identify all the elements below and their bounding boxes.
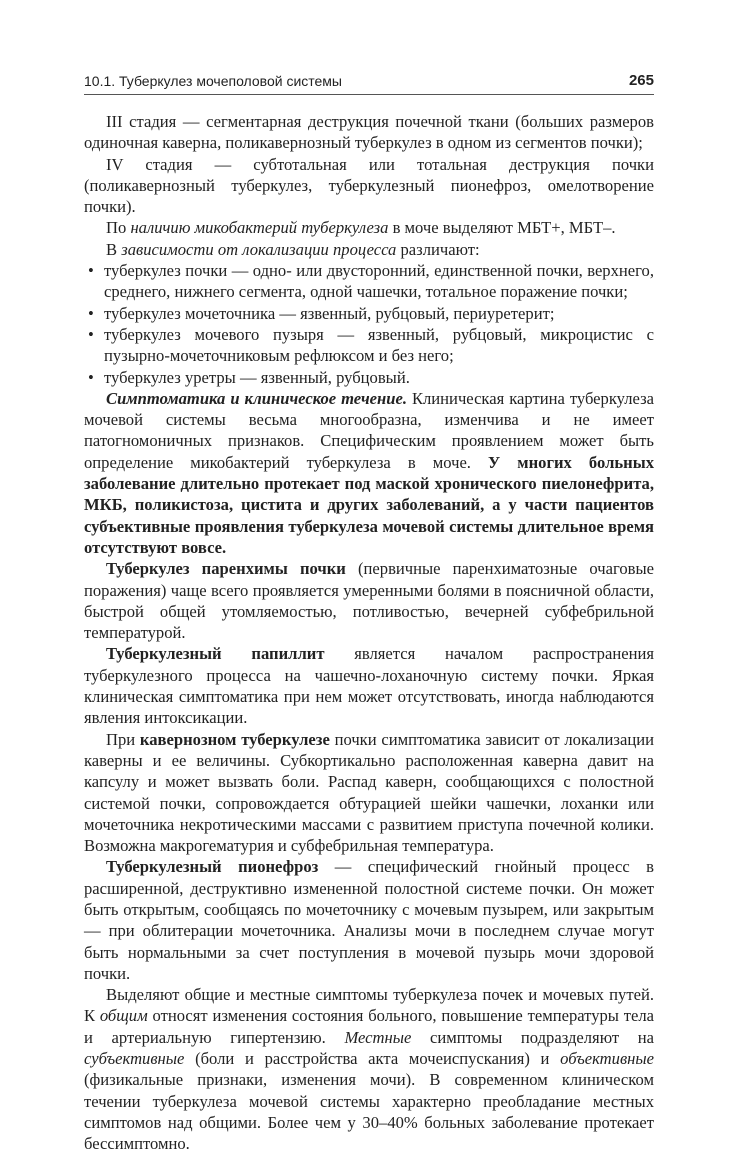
text: При bbox=[106, 729, 140, 749]
text: Выделяют общие и местные симптомы туберкулеза почек и мочевых путей. К bbox=[84, 985, 654, 1026]
list-item: • туберкулез почки — одно- или двусторонний, единственной почки, верхнего, среднего, нижнего сегмента, одной чашечки, тотальное поражение почки; bbox=[88, 260, 654, 303]
paragraph-localization bbox=[84, 239, 654, 260]
list-item: • туберкулез уретры — язвенный, рубцовый. bbox=[88, 367, 654, 388]
text: Клиническая картина туберкулеза мочевой системы весьма многообразна, изменчива и не имеет патогномоничных признаков. Специфическим проявлением может быть определение микобактерий туберкулеза в моче. bbox=[84, 388, 654, 472]
book-page bbox=[84, 72, 654, 1155]
italic-term: Местные bbox=[344, 1027, 412, 1047]
italic-term: субъективные bbox=[84, 1049, 185, 1069]
bold-term: кавернозном туберкулезе bbox=[139, 729, 330, 749]
paragraph-mbt bbox=[84, 217, 654, 238]
running-header bbox=[84, 72, 654, 95]
paragraph-stage-4: IV стадия — субтотальная или тотальная деструкция почки (поликавернозный туберкулез, туберкулезный пионефроз, омелотворение почки). bbox=[84, 154, 654, 217]
paragraph-pyonephrosis bbox=[84, 856, 654, 984]
paragraph-general-local bbox=[84, 984, 654, 1154]
text: (первичные паренхиматозные очаговые поражения) чаще всего проявляется умеренными болями в поясничной области, быстрой общей утомляемостью, потливостью, вечерней субфебрильной температурой. bbox=[84, 559, 654, 643]
italic-term: наличию микобактерий туберкулеза bbox=[130, 218, 389, 238]
text: (боли и расстройства акта мочеиспускания) и bbox=[184, 1049, 561, 1069]
list-item: • туберкулез мочеточника — язвенный, рубцовый, периуретерит; bbox=[88, 303, 654, 324]
paragraph-cavernous bbox=[84, 729, 654, 857]
text: — специфический гнойный процесс в расширенной, деструктивно измененной полостной системе почки. Он может быть открытым, сообщаясь по мочеточнику с мочевым пузырем, или закрытым — при облитерации мочеточника. Анализы мочи в последнем случае могут быть нормальными за счет поступления в мочевой пузырь мочи здоровой почки. bbox=[84, 857, 654, 983]
paragraph-parenchyma bbox=[84, 558, 654, 643]
localization-list bbox=[84, 260, 654, 388]
paragraph-stage-3: III стадия — сегментарная деструкция почечной ткани (больших размеров одиночная каверна, поликавернозный туберкулез в одном из сегментов почки); bbox=[84, 112, 654, 153]
italic-term: объективные bbox=[560, 1049, 654, 1069]
run-in-heading: Симптоматика и клиническое течение. bbox=[106, 388, 407, 408]
text: различают: bbox=[396, 239, 480, 259]
text: В bbox=[106, 239, 122, 259]
text: в моче выделяют МБТ+, МБТ–. bbox=[388, 218, 616, 238]
list-item: • туберкулез мочевого пузыря — язвенный, рубцовый, микроцистис с пузырно-мочеточниковым рефлюксом и без него; bbox=[88, 324, 654, 367]
section-title: 10.1. Туберкулез мочеполовой системы bbox=[84, 73, 342, 89]
bold-text: У многих больных заболевание длительно протекает под маской хронического пиелонефрита, МКБ, поликистоза, цистита и других заболеваний, а у части пациентов субъективные проявления туберкулеза мочевой системы длительное время отсутствуют вовсе. bbox=[84, 452, 654, 557]
text: (физикальные признаки, изменения мочи). В современном клиническом течении туберкулеза мочевой системы характерно преобладание местных симптомов над общими. Более чем у 30–40% больных заболевание протекает бессимптомно. bbox=[84, 1070, 654, 1154]
italic-term: зависимости от локализации процесса bbox=[121, 239, 397, 259]
text: симптомы подразделяют на bbox=[411, 1027, 654, 1047]
text: является началом распространения туберкулезного процесса на чашечно-лоханочную систему почки. Яркая клиническая симптоматика при нем может отсутствовать, иногда наблюдаются явления интоксикации. bbox=[84, 644, 654, 728]
text: почки симптоматика зависит от локализации каверны и ее величины. Субкортикально расположенная каверна давит на капсулу и может вызвать боли. Распад каверн, сообщающихся с полостной системой почки, сопровождается обтурацией шейки чашечки, лоханки или мочеточника некротическими массами с развитием приступа почечной колики. Возможна макрогематурия и субфебрильная температура. bbox=[84, 729, 654, 856]
bold-term: Туберкулез паренхимы почки bbox=[106, 559, 346, 579]
page-body bbox=[84, 111, 654, 1155]
paragraph-symptoms bbox=[84, 388, 654, 558]
page-number: 265 bbox=[628, 72, 654, 89]
text: относят изменения состояния больного, повышение температуры тела и артериальную гипертензию. bbox=[84, 1006, 654, 1047]
text: По bbox=[106, 218, 131, 238]
paragraph-papillitis bbox=[84, 643, 654, 728]
bold-term: Туберкулезный папиллит bbox=[106, 644, 325, 664]
italic-term: общим bbox=[99, 1006, 148, 1026]
bold-term: Туберкулезный пионефроз bbox=[106, 857, 319, 877]
